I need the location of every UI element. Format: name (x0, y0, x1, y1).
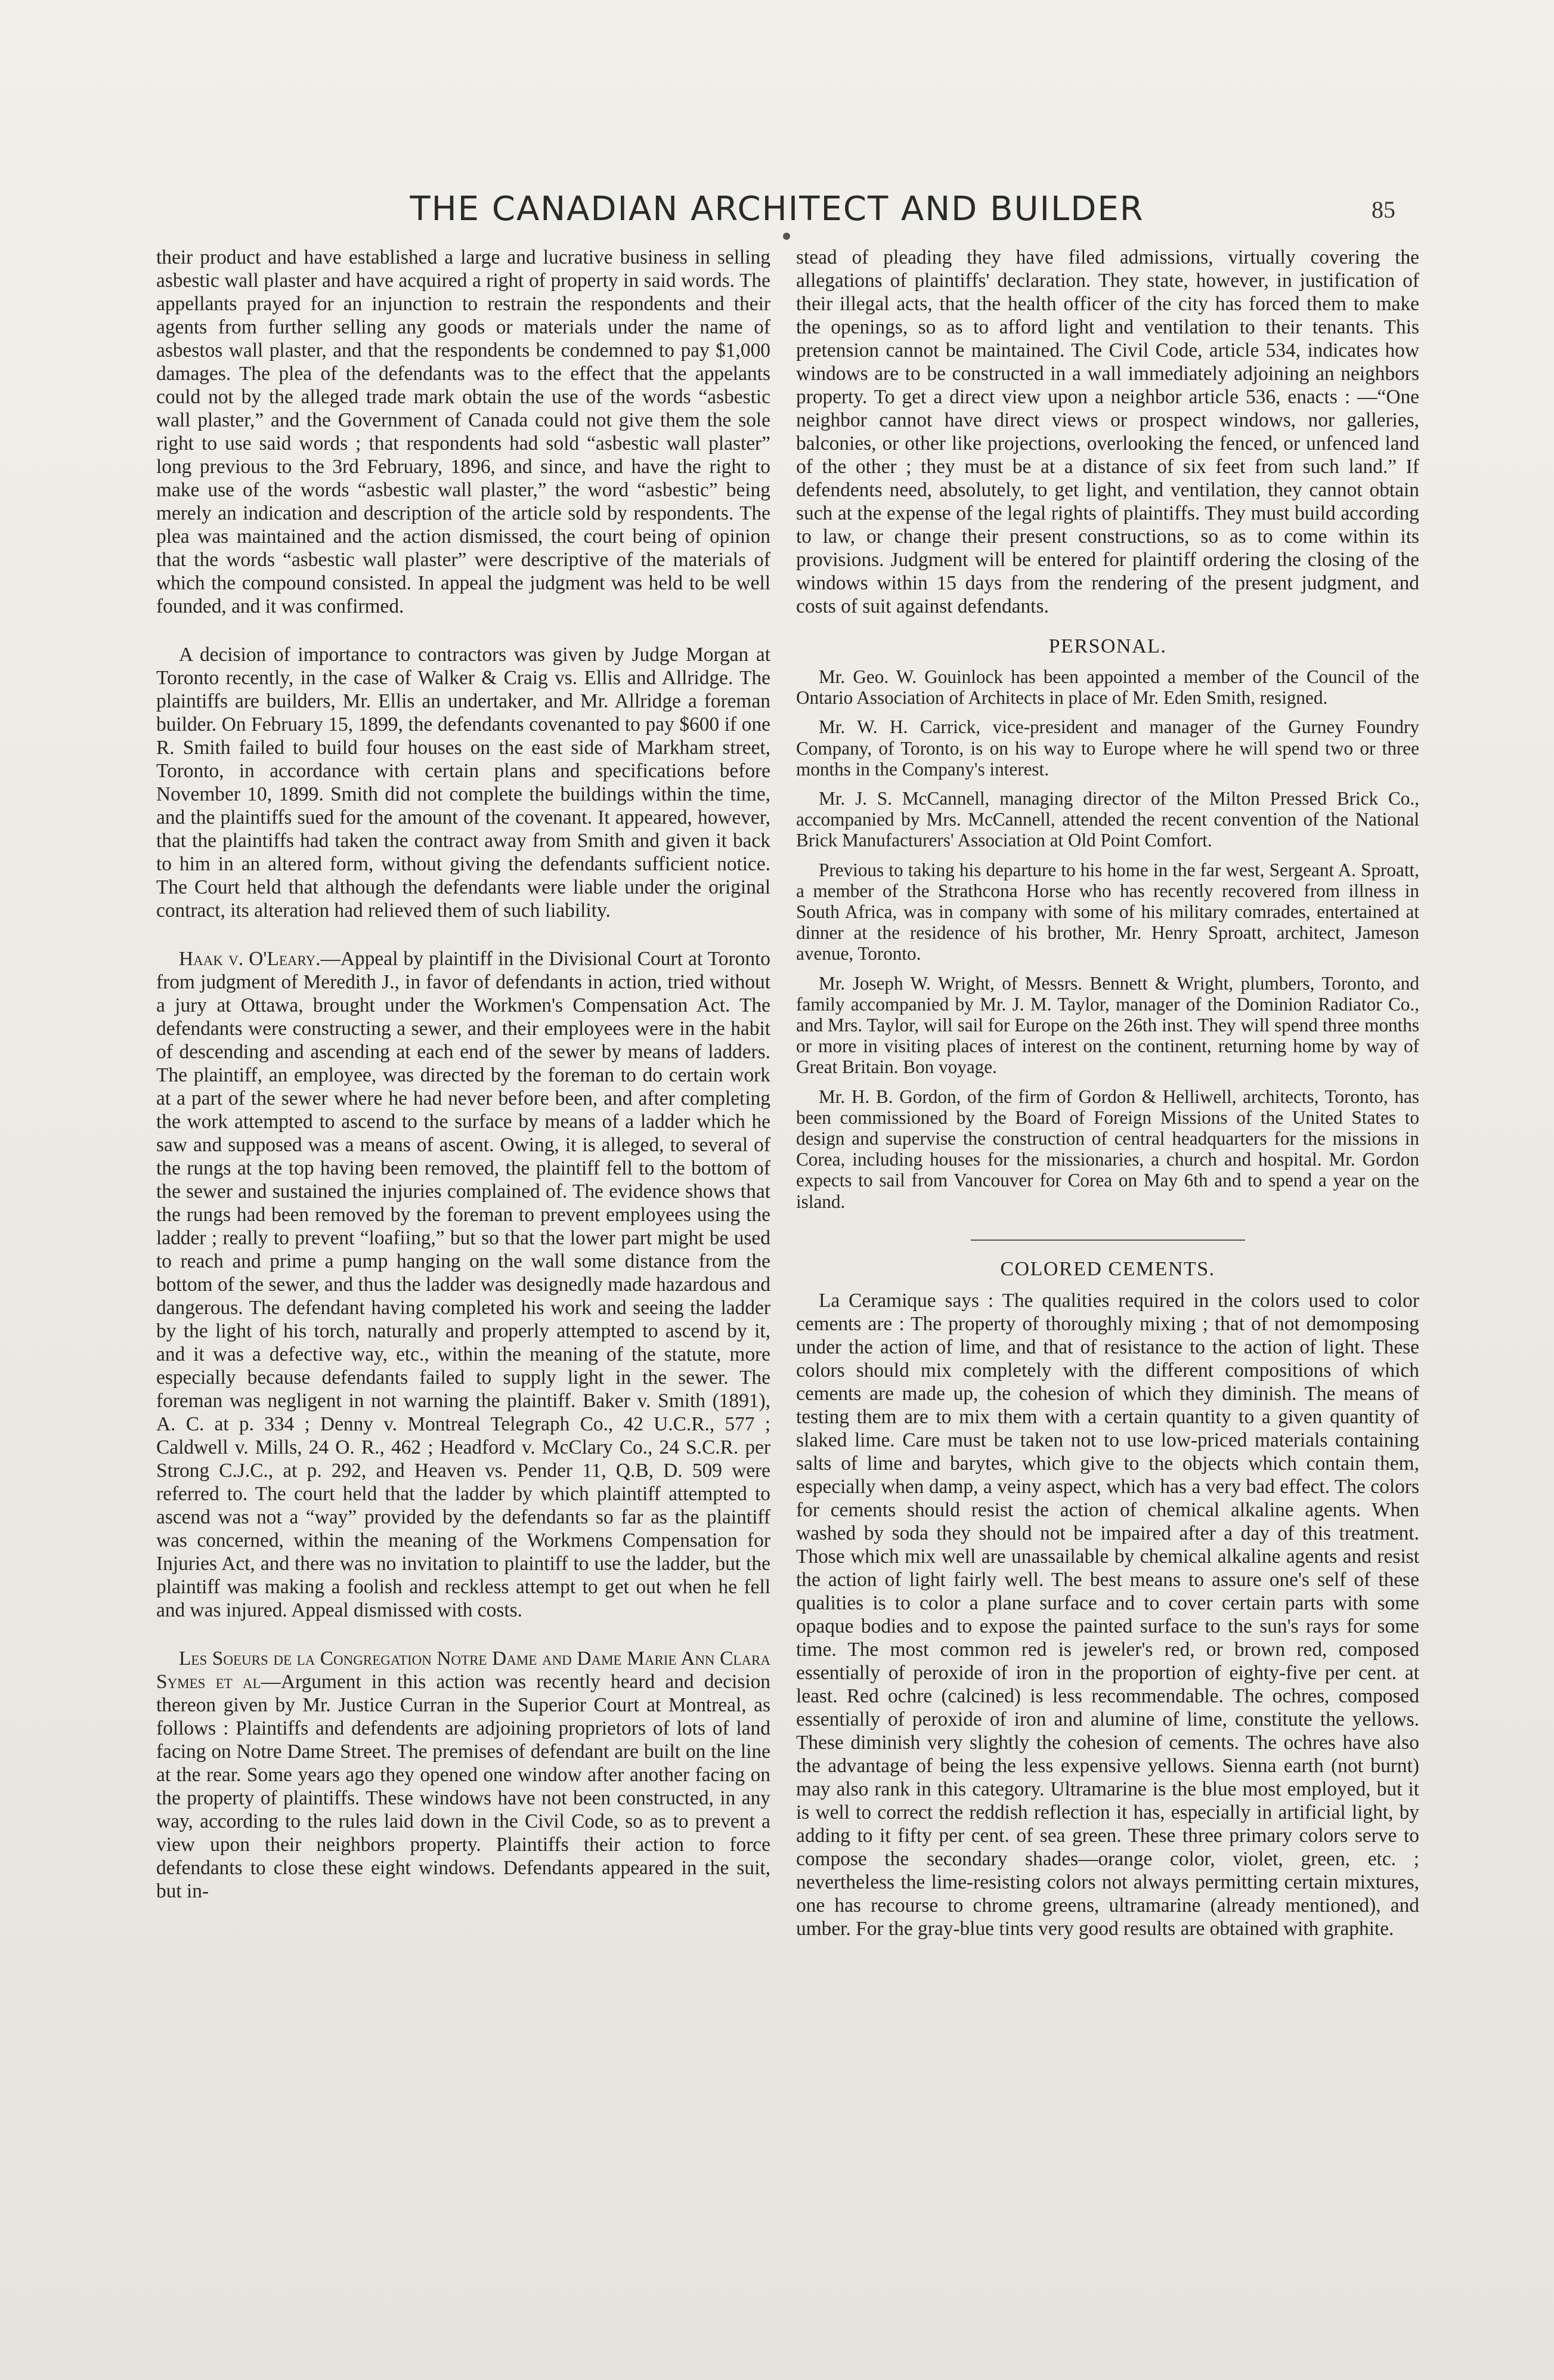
case-title: Les Soeurs de la Congregation Notre Dame and Dame Marie Ann Clara Symes et al (156, 1648, 770, 1693)
article-paragraph: A decision of importance to contractors was given by Judge Morgan at Toronto recently, in the case of Walker & Craig vs. Ellis and Allridge. The plaintiffs are builders, Mr. Ellis an undertaker, and Mr. Allridge a foreman builder. On February 15, 1899, the defendants covenanted to pay $600 if one R. Smith failed to build four houses on the east side of Markham street, Toronto, in accordance with certain plans and specifications before November 10, 1899. Smith did not complete the buildings within the time, and the plaintiffs sued for the amount of the covenant. It appeared, however, that the plaintiffs had taken the contract away from Smith and given it back to him in an altered form, without giving the defendants sufficient notice. The Court held that although the defendants were liable under the original contract, its alteration had relieved them of such liability. (156, 644, 770, 922)
article-paragraph (156, 1647, 770, 1903)
section-divider (971, 1240, 1245, 1241)
personal-item: Mr. J. S. McCannell, managing director of the Milton Pressed Brick Co., accompanied by Mrs. McCannell, attended the recent convention of the National Brick Manufacturers' Association at Old Point Comfort. (796, 788, 1419, 851)
case-text: —Appeal by plaintiff in the Divisional Court at Toronto from judgment of Meredith J., in favor of defendants in action, tried without a jury at Ottawa, brought under the Workmen's Compensation Act. The defendants were constructing a sewer, and their employees were in the habit of descending and ascending at each end of the sewer by means of ladders. The plaintiff, an employee, was directed by the foreman to do certain work at a part of the sewer where he had never before been, and after completing the work attempted to ascend to the surface by means of a ladder which he saw and supposed was a means of ascent. Owing, it is alleged, to several of the rungs at the top having been removed, the plaintiff fell to the bottom of the sewer and sustained the injuries complained of. The evidence shows that the rungs had been removed by the foreman to prevent employees using the ladder ; really to prevent “loafiing,” but so that the lower part might be used to reach and prime a pump hanging on the wall some distance from the bottom of the sewer, and thus the ladder was designedly made hazardous and dangerous. The defendant having completed his work and seeing the ladder by the light of his torch, naturally and properly attempted to ascend by it, and it was a defective way, etc., within the meaning of the statute, more especially because defendants failed to supply light in the sewer. The foreman was negligent in not warning the plaintiff. Baker v. Smith (1891), A. C. at p. 334 ; Denny v. Montreal Telegraph Co., 42 U.C.R., 577 ; Caldwell v. Mills, 24 O. R., 462 ; Headford v. McClary Co., 24 S.C.R. per Strong C.J.C., at p. 292, and Heaven vs. Pender 11, Q.B, D. 509 were referred to. The court held that the ladder by which plaintiff attempted to ascend was not a “way” provided by the defendants so far as the plaintiff was concerned, within the meaning of the Workmens Compensation for Injuries Act, and there was no invitation to plaintiff to use the ladder, but the plaintiff was making a foolish and reckless attempt to get out when he fell and was injured. Appeal dismissed with costs. (156, 948, 771, 1621)
personal-item: Mr. Geo. W. Gouinlock has been appointed a member of the Council of the Ontario Association of Architects in place of Mr. Eden Smith, resigned. (796, 666, 1419, 709)
article-paragraph: La Ceramique says : The qualities required in the colors used to color cements are : The property of thoroughly mixing ; that of not demomposing under the action of lime, and that of resistance to the action of light. These colors should mix completely with the different compositions of which cements are made up, the cohesion of which they diminish. The means of testing them are to mix them with a certain quantity to a given quantity of slaked lime. Care must be taken not to use low-priced materials containing salts of lime and barytes, which give to the objects which contain them, especially when damp, a veiny aspect, which has a very bad effect. The colors for cements should resist the action of chemical alkaline agents. When washed by soda they should not be impaired after a day of this treatment. Those which mix well are unassailable by chemical alkaline agents and resist the action of light fairly well. The best means to assure one's self of these qualities is to color a plane surface and to cover certain parts with some opaque bodies and to expose the painted surface to the sun's rays for some time. The most common red is jeweler's red, or brown red, composed essentially of peroxide of iron in the proportion of eighty-five per cent. at least. Red ochre (calcined) is less recommendable. The ochres, composed essentially of peroxide of iron and alumine of lime, constitute the yellows. These diminish very slightly the cohesion of cements. The ochres have also the advantage of being the less expensive yellows. Sienna earth (not burnt) may also rank in this category. Ultramarine is the blue most employed, but it is well to correct the reddish reflection it has, especially in artificial light, by adding to it fifty per cent. of sea green. These three primary colors serve to compose the secondary shades—orange color, violet, green, etc. ; nevertheless the lime-resisting colors not always permitting certain mixtures, one has recourse to chrome greens, ultramarine (already mentioned), and umber. For the gray-blue tints very good results are obtained with graphite. (796, 1289, 1419, 1940)
personal-section (796, 666, 1419, 1212)
header-ornament (783, 233, 790, 240)
article-paragraph: their product and have established a large and lucrative business in selling asbestic wall plaster and have acquired a right of property in said words. The appellants prayed for an injunction to restrain the respondents and their agents from further selling any goods or materials under the name of asbestos wall plaster, and that the respondents be condemned to pay $1,000 damages. The plea of the defendants was to the effect that the appelants could not by the alleged trade mark obtain the use of the words “asbestic wall plaster,” and the Government of Canada could not give them the sole right to use said words ; that respondents had sold “asbestic wall plaster” long previous to the 3rd February, 1896, and since, and have the right to make use of the words “asbestic wall plaster,” the word “asbestic” being merely an indication and description of the article sold by respondents. The plea was maintained and the action dismissed, the court being of opinion that the words “asbestic wall plaster” were descriptive of the materials of which the compound consisted. In appeal the judgment was held to be well founded, and it was confirmed. (156, 246, 770, 617)
personal-item: Mr. W. H. Carrick, vice-president and manager of the Gurney Foundry Company, of Toronto, is on his way to Europe where he will spend two or three months in the Company's interest. (796, 716, 1419, 780)
case-title: Haak v. O'Leary. (179, 948, 321, 970)
section-heading-personal: PERSONAL. (1048, 635, 1167, 657)
section-heading-colored-cements: COLORED CEMENTS. (1000, 1257, 1215, 1280)
personal-item: Previous to taking his departure to his home in the far west, Sergeant A. Sproatt, a member of the Strathcona Horse who has recently recovered from illness in South Africa, was in company with some of his military comrades, entertained at dinner at the residence of his brother, Mr. Henry Sproatt, architect, Jameson avenue, Toronto. (796, 859, 1419, 965)
personal-item: Mr. Joseph W. Wright, of Messrs. Bennett & Wright, plumbers, Toronto, and family accompanied by Mr. J. M. Taylor, manager of the Dominion Radiator Co., and Mrs. Taylor, will sail for Europe on the 26th inst. They will spend three months or more in visiting places of interest on the continent, returning home by way of Great Britain. Bon voyage. (796, 972, 1419, 1078)
right-column (796, 246, 1419, 1940)
left-column (156, 246, 770, 1903)
page-number: 85 (1372, 196, 1395, 223)
article-paragraph (156, 947, 770, 1622)
article-paragraph: stead of pleading they have filed admissions, virtually covering the allegations of plaintiffs' declaration. They state, however, in justification of their illegal acts, that the health officer of the city has forced them to make the openings, so as to afford light and ventilation to their tenants. This pretension cannot be maintained. The Civil Code, article 534, indicates how windows are to be constructed in a wall immediately adjoining an neighbors property. To get a direct view upon a neighbor article 536, enacts : —“One neighbor cannot have direct views or prospect windows, nor galleries, balconies, or other like projections, overlooking the fenced, or unfenced land of the other ; they must be at a distance of six feet from such land.” If defendents need, absolutely, to get light, and ventilation, they cannot obtain such at the expense of the legal rights of plaintiffs. They must build according to law, or change their present constructions, so as to come within its provisions. Judgment will be entered for plaintiff ordering the closing of the windows within 15 days from the rendering of the present judgment, and costs of suit against defendants. (796, 246, 1419, 617)
page-title: THE CANADIAN ARCHITECT AND BUILDER (410, 190, 1144, 228)
personal-item: Mr. H. B. Gordon, of the firm of Gordon & Helliwell, architects, Toronto, has been commissioned by the Board of Foreign Missions of the United States to design and supervise the construction of central headquarters for the missions in Corea, including houses for the missionaries, a church and hospital. Mr. Gordon expects to sail from Vancouver for Corea on May 6th and to spend a year on the island. (796, 1086, 1419, 1212)
case-text: —Argument in this action was recently heard and decision thereon given by Mr. Justice Curran in the Superior Court at Montreal, as follows : Plaintiffs and defendents are adjoining proprietors of lots of land facing on Notre Dame Street. The premises of defendant are built on the line at the rear. Some years ago they opened one window after another facing on the property of plaintiffs. These windows have not been constructed, in any way, according to the rules laid down in the Civil Code, so as to prevent a view upon their neighbors property. Plaintiffs their action to force defendants to close these eight windows. Defendants appeared in the suit, but in- (156, 1671, 770, 1902)
